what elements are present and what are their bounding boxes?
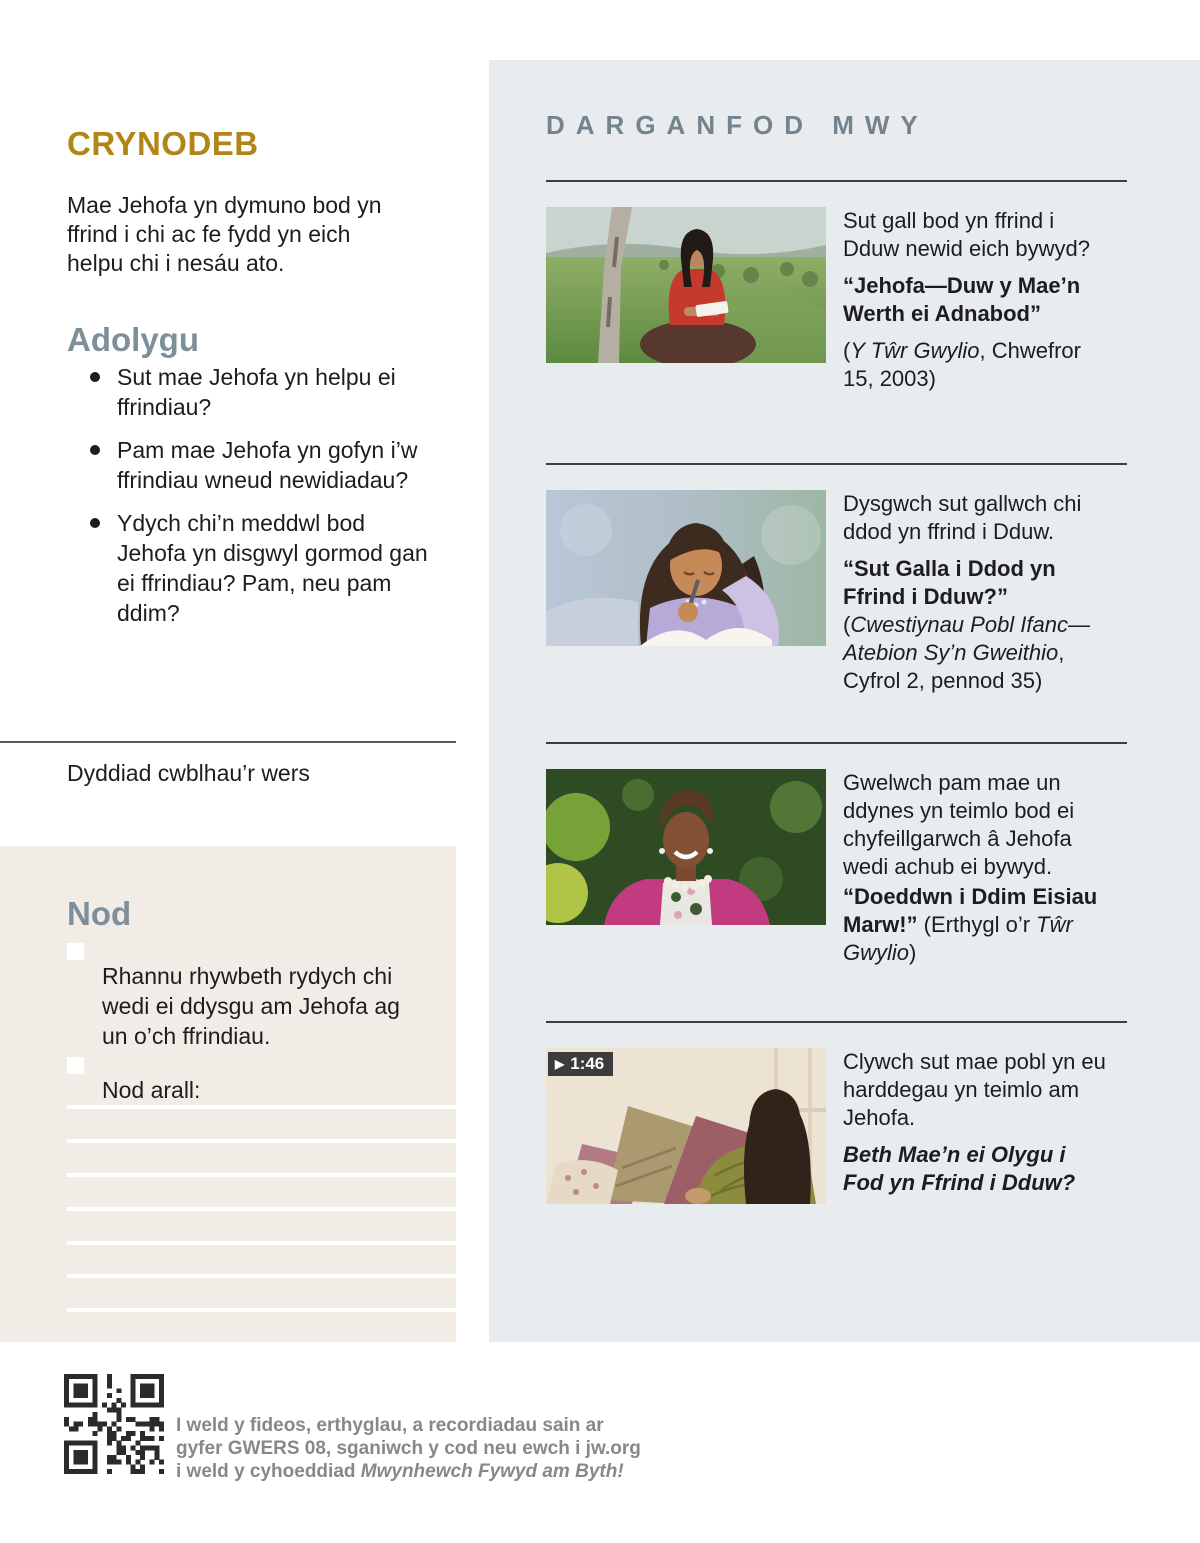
discover-item — [546, 1021, 1127, 1204]
discover-item-text — [843, 1048, 1109, 1204]
bullet-icon — [90, 372, 100, 382]
item-rule — [546, 463, 1127, 465]
summary-title: CRYNODEB — [67, 125, 259, 163]
writing-line[interactable] — [67, 1139, 456, 1143]
garden-portrait-illustration — [546, 769, 826, 925]
footer-instructions: I weld y fideos, erthyglau, a recordiadau sain ar gyfer GWERS 08, sganiwch y cod neu ewch i jw.org i weld y cyhoeddiad Mwynhewch Fywyd am Byth! — [176, 1415, 641, 1482]
writing-line[interactable] — [67, 1105, 456, 1109]
writing-line[interactable] — [67, 1207, 456, 1211]
video-title[interactable]: Beth Mae’n ei Olygu i Fod yn Ffrind i Dduw? — [843, 1142, 1076, 1195]
item-rule — [546, 1021, 1127, 1023]
writing-line[interactable] — [67, 1308, 456, 1312]
discover-more-title: DARGANFOD MWY — [546, 110, 929, 140]
publication-title[interactable]: “Jehofa—Duw y Mae’n Werth ei Adnabod” — [843, 273, 1081, 326]
discover-item-text — [843, 207, 1109, 393]
video-duration-badge — [548, 1052, 613, 1076]
thumbnail-woman-in-orchard[interactable] — [546, 207, 826, 363]
publication-name: Mwynhewch Fywyd am Byth! — [360, 1461, 624, 1482]
study-photo-illustration — [546, 490, 826, 646]
publication-source: (Y Tŵr Gwylio, Chwefror 15, 2003) — [843, 338, 1081, 391]
review-question-text: Pam mae Jehofa yn gofyn i’w ffrindiau wneud newidiadau? — [117, 437, 418, 493]
item-rule — [546, 742, 1127, 744]
publication-reference: “Sut Galla i Ddod yn Ffrind i Dduw?” (Cwestiynau Pobl Ifanc—Atebion Sy’n Gweithio, Cyfrol 2, pennod 35) — [843, 556, 1090, 693]
review-question-list — [90, 362, 430, 641]
video-duration: 1:46 — [570, 1054, 605, 1073]
item-rule — [546, 180, 1127, 182]
review-question — [90, 508, 430, 628]
publication-title[interactable]: “Sut Galla i Ddod yn Ffrind i Dduw?” — [843, 556, 1056, 609]
review-title: Adolygu — [67, 321, 199, 359]
separator-line — [0, 741, 456, 743]
goal-item-2: Nod arall: — [102, 1077, 201, 1103]
bullet-icon — [90, 518, 100, 528]
goal-checkbox-2[interactable] — [67, 1057, 84, 1074]
discover-more-panel — [489, 60, 1200, 1342]
discover-item-text — [843, 490, 1109, 695]
thumbnail-video-teen-praying[interactable] — [546, 1048, 826, 1204]
publication-title[interactable]: “Doeddwn i Ddim Eisiau Marw!” — [843, 884, 1098, 937]
item-description: Clywch sut mae pobl yn eu harddegau yn teimlo am Jehofa. — [843, 1049, 1106, 1130]
review-question-text: Sut mae Jehofa yn helpu ei ffrindiau? — [117, 364, 396, 420]
play-icon: ▶ — [555, 1057, 565, 1071]
discover-item — [546, 742, 1127, 967]
goal-checkbox-1[interactable] — [67, 943, 84, 960]
summary-paragraph: Mae Jehofa yn dymuno bod yn ffrind i chi ac fe fydd yn eich helpu chi i nesáu ato. — [67, 192, 382, 276]
review-question-text: Ydych chi’n meddwl bod Jehofa yn disgwyl gormod gan ei ffrindiau? Pam, neu pam ddim? — [117, 510, 428, 626]
item-description: Gwelwch pam mae un ddynes yn teimlo bod ei chyfeillgarwch â Jehofa wedi achub ei bywyd. — [843, 770, 1075, 879]
orchard-photo-illustration — [546, 207, 826, 363]
writing-line[interactable] — [67, 1241, 456, 1245]
review-question — [90, 435, 430, 495]
goal-title: Nod — [67, 895, 132, 933]
publication-reference: “Doeddwn i Ddim Eisiau Marw!” (Erthygl o’r Tŵr Gwylio) — [843, 884, 1098, 965]
item-description: Dysgwch sut gallwch chi ddod yn ffrind i Dduw. — [843, 491, 1082, 544]
writing-line[interactable] — [67, 1173, 456, 1177]
writing-line[interactable] — [67, 1274, 456, 1278]
thumbnail-young-woman-studying[interactable] — [546, 490, 826, 646]
goal-section — [0, 846, 456, 1342]
discover-item-text — [843, 769, 1109, 967]
discover-item — [546, 180, 1127, 393]
goal-item-1: Rhannu rhywbeth rydych chi wedi ei ddysgu am Jehofa ag un o’ch ffrindiau. — [102, 963, 400, 1049]
thumbnail-smiling-woman-garden[interactable] — [546, 769, 826, 925]
completion-date-label: Dyddiad cwblhau’r wers — [67, 760, 310, 786]
qr-code-image — [64, 1374, 164, 1474]
bullet-icon — [90, 445, 100, 455]
review-question — [90, 362, 430, 422]
discover-item — [546, 463, 1127, 695]
item-description: Sut gall bod yn ffrind i Dduw newid eich bywyd? — [843, 208, 1091, 261]
qr-code — [64, 1374, 164, 1474]
